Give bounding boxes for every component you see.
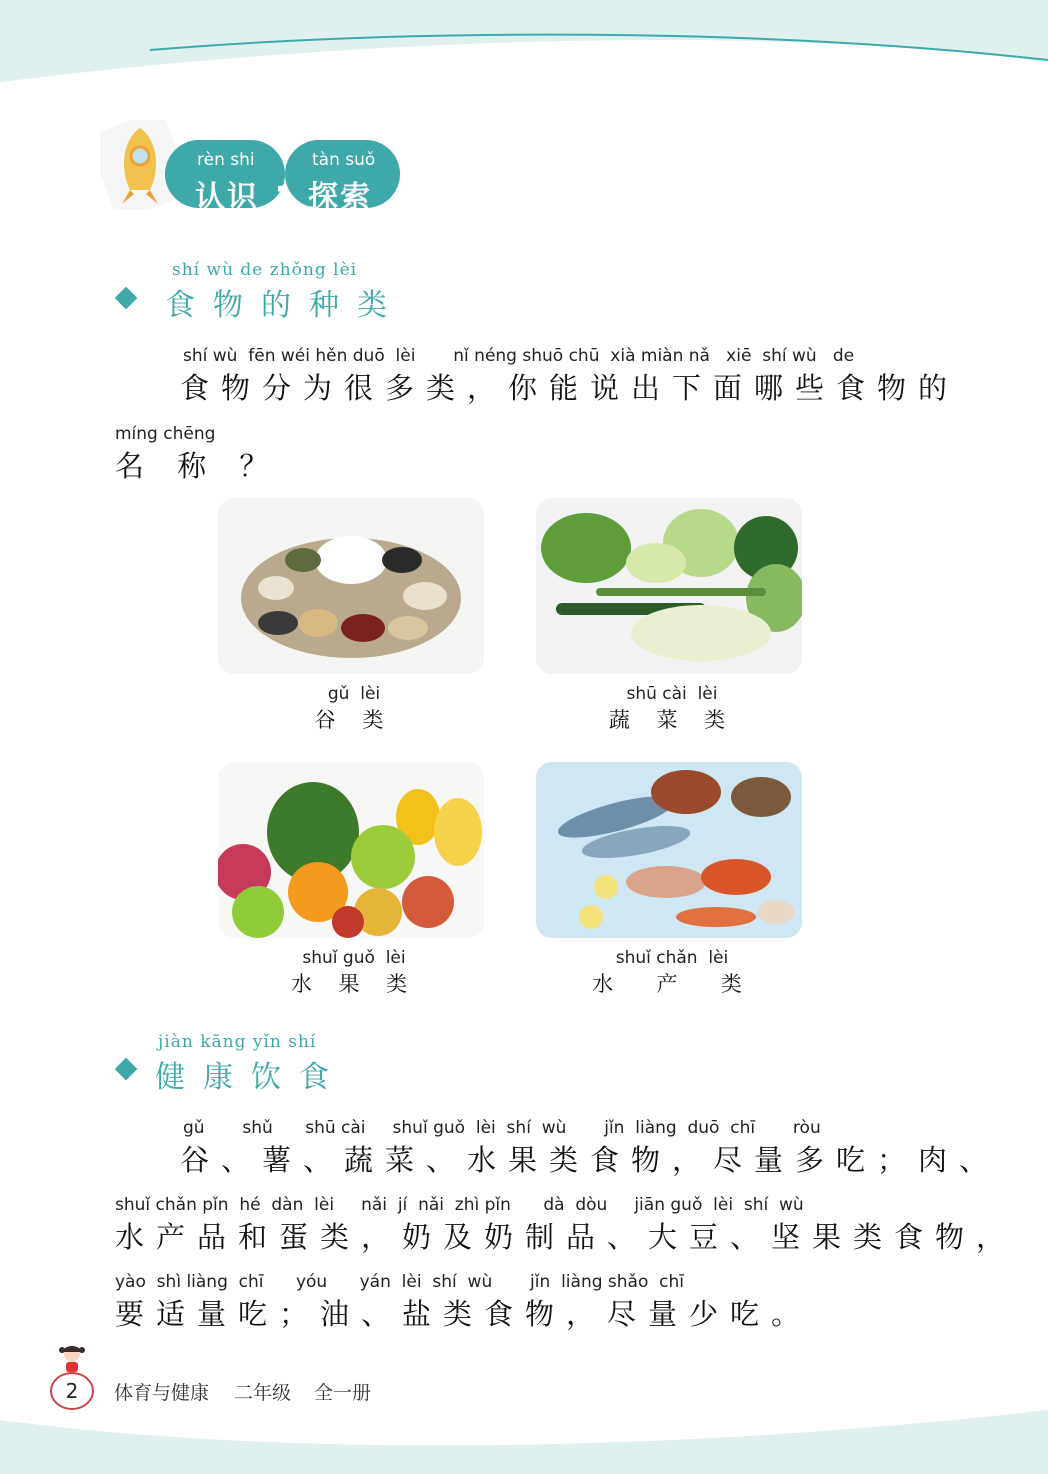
badge-left-title: 认识 xyxy=(195,180,259,215)
healthy-line2-text: 水产品和蛋类，奶及奶制品、大豆、坚果类食物， xyxy=(115,1220,1018,1254)
caption-seafood-label: 水 产 类 xyxy=(592,972,752,996)
caption-seafood-pinyin: shuǐ chǎn lèi xyxy=(615,948,729,968)
healthy-line3-pinyin: yào shì liàng chī yóu yán lèi shí wù jǐn liàng shǎo chī xyxy=(115,1272,685,1292)
fruits-photo xyxy=(218,762,484,938)
section1-title: 食物的种类 xyxy=(165,288,405,323)
footer-volume: 全一册 xyxy=(314,1382,372,1404)
girl-mascot-icon xyxy=(58,1344,86,1374)
intro-line2-pinyin: míng chēng xyxy=(115,424,216,444)
badge-left-pinyin: rèn shi xyxy=(197,150,255,170)
caption-fruits-label: 水 果 类 xyxy=(290,972,418,996)
caption-grains-label: 谷 类 xyxy=(314,708,394,732)
healthy-line3-text: 要适量吃；油、盐类食物，尽量少吃。 xyxy=(115,1297,813,1331)
healthy-line1-text: 谷、薯、蔬菜、水果类食物，尽量多吃；肉、 xyxy=(180,1143,1001,1177)
vegetables-photo xyxy=(536,498,802,674)
caption-fruits-pinyin: shuǐ guǒ lèi xyxy=(302,948,406,968)
bottom-decorative-band xyxy=(0,1400,1048,1474)
caption-vegetables-pinyin: shū cài lèi xyxy=(626,684,718,704)
caption-grains-pinyin: gǔ lèi xyxy=(327,684,381,704)
badge-dot: · xyxy=(275,172,289,207)
page-number: 2 xyxy=(50,1372,94,1410)
seafood-photo xyxy=(536,762,802,938)
badge-right-title: 探索 xyxy=(308,180,372,215)
caption-vegetables-label: 蔬 菜 类 xyxy=(608,708,736,732)
section1-pinyin: shí wù de zhǒng lèi xyxy=(172,260,358,280)
grains-photo xyxy=(218,498,484,674)
section2-title: 健康饮食 xyxy=(155,1060,347,1095)
healthy-line1-pinyin: gǔ shǔ shū cài shuǐ guǒ lèi shí wù jǐn liàng duō chī ròu xyxy=(183,1118,821,1138)
footer-grade: 二年级 xyxy=(234,1382,292,1404)
section2-diamond-icon xyxy=(115,1058,138,1081)
intro-line1-text: 食物分为很多类，你能说出下面哪些食物的 xyxy=(180,371,960,405)
section1-diamond-icon xyxy=(115,287,138,310)
footer-book-title: 体育与健康 xyxy=(114,1382,210,1404)
healthy-line2-pinyin: shuǐ chǎn pǐn hé dàn lèi nǎi jí nǎi zhì pǐn dà dòu jiān guǒ lèi shí wù xyxy=(115,1195,804,1215)
intro-line1-pinyin: shí wù fēn wéi hěn duō lèi nǐ néng shuō chū xià miàn nǎ xiē shí wù de xyxy=(183,346,855,366)
badge-right-pinyin: tàn suǒ xyxy=(312,150,376,170)
intro-line2-text: 名 称 ？ xyxy=(115,449,281,483)
section2-pinyin: jiàn kāng yǐn shí xyxy=(158,1032,317,1052)
